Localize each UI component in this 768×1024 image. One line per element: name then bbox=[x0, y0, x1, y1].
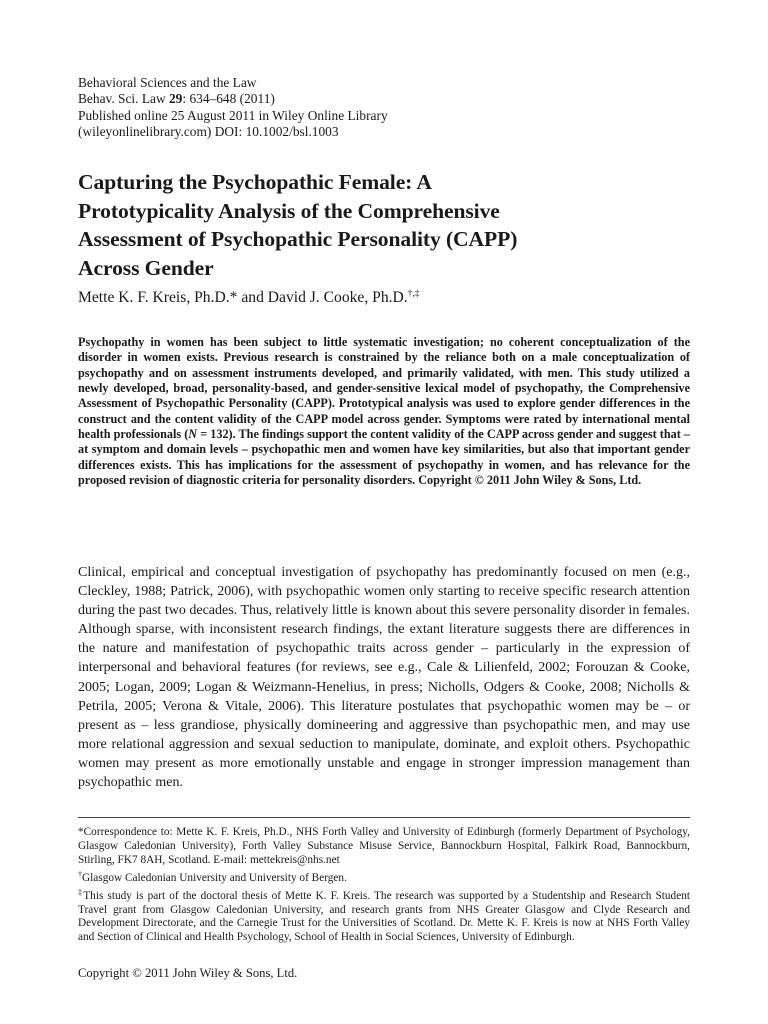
footnote-affiliation: †Glasgow Caledonian University and University of Bergen. bbox=[78, 869, 347, 884]
footnotes bbox=[78, 826, 690, 945]
sample-size-symbol: N bbox=[188, 427, 198, 442]
title-line: Prototypicality Analysis of the Comprehensive bbox=[78, 198, 500, 223]
author-line bbox=[78, 289, 420, 307]
title-line: Assessment of Psychopathic Personality (CAPP) bbox=[78, 227, 518, 252]
footnote-funding: ‡This study is part of the doctoral thesis of Mette K. F. Kreis. The research was supported by a Studentship and Research Student Travel grant from Glasgow Caledonian University, and research grants from NHS Greater Glasgow and Clyde Research and Development Directorate, and the Carnegie Trust for the Universities of Scotland. Dr. Mette K. F. Kreis is now at NHS Forth Valley and Section of Clinical and Health Psychology, School of Health in Social Sciences, University of Edinburgh. bbox=[78, 887, 690, 944]
copyright-notice: Copyright © 2011 John Wiley & Sons, Ltd. bbox=[78, 966, 298, 980]
journal-citation: Behav. Sci. Law 29: 634–648 (2011) bbox=[78, 91, 275, 107]
abstract: Psychopathy in women has been subject to little systematic investigation; no coherent conceptualization of the disorder in women exists. Previous research is constrained by the reliance both on a male conceptualization of psychopathy and on assessment instruments developed, and primarily validated, with men. This study utilized a newly developed, broad, personality-based, and gender-sensitive lexical model of psychopathy, the Comprehensive Assessment of Psychopathic Personality (CAPP). Prototypical analysis was used to explore gender differences in the construct and the content validity of the CAPP model across gender. Symptoms were rated by international mental health professionals (N = 132). The findings support the content validity of the CAPP across gender and suggest that – at symptom and domain levels – psychopathic men and women have key similarities, but also that important gender differences exists. This has implications for the assessment of psychopathy in women, and has relevance for the proposed revision of diagnostic criteria for personality disorders. Copyright © 2011 John Wiley & Sons, Ltd. bbox=[78, 335, 690, 488]
body-paragraph: Clinical, empirical and conceptual investigation of psychopathy has predominantly focused on men (e.g., Cleckley, 1988; Patrick, 2006), with psychopathic women only starting to receive specific research attention during the past two decades. Thus, relatively little is known about this severe personality disorder in females. Although sparse, with inconsistent research findings, the extant literature suggests there are differences in the nature and manifestation of psychopathic traits across gender – particularly in the expression of interpersonal and behavioral features (for reviews, see e.g., Cale & Lilienfeld, 2002; Forouzan & Cooke, 2005; Logan, 2009; Logan & Weizmann-Henelius, in press; Nicholls, Odgers & Cooke, 2008; Nicholls & Petrila, 2005; Verona & Vitale, 2006). This literature postulates that psychopathic women may be – or present as – less grandiose, physically domineering and aggressive than psychopathic men, and may use more relational aggression and sexual seduction to manipulate, dominate, and exploit others. Psychopathic women may present as more emotionally unstable and engage in stronger impression management than psychopathic men. bbox=[78, 565, 690, 791]
article-title bbox=[78, 168, 698, 282]
author-affiliation-marks: †,‡ bbox=[407, 289, 420, 299]
journal-volume: 29 bbox=[168, 91, 183, 107]
title-line: Capturing the Psychopathic Female: A bbox=[78, 170, 432, 194]
footnote-divider bbox=[78, 817, 690, 818]
author-names: Mette K. F. Kreis, Ph.D.* and David J. Cooke, Ph.D. bbox=[78, 289, 408, 306]
publication-date: Published online 25 August 2011 in Wiley Online Library bbox=[78, 107, 388, 123]
journal-name: Behavioral Sciences and the Law bbox=[78, 75, 257, 90]
journal-info bbox=[78, 75, 388, 141]
title-line: Across Gender bbox=[78, 255, 214, 280]
doi-line: (wileyonlinelibrary.com) DOI: 10.1002/bsl.1003 bbox=[78, 124, 339, 140]
footnote-correspondence: *Correspondence to: Mette K. F. Kreis, Ph.D., NHS Forth Valley and University of Edinburgh (formerly Department of Psychology, Glasgow Caledonian University), Forth Valley Substance Misuse Service, Bannockburn Hospital, Falkirk Road, Bannockburn, Stirling, FK7 8AH, Scotland. E-mail: mettekreis@nhs.net bbox=[78, 826, 690, 866]
